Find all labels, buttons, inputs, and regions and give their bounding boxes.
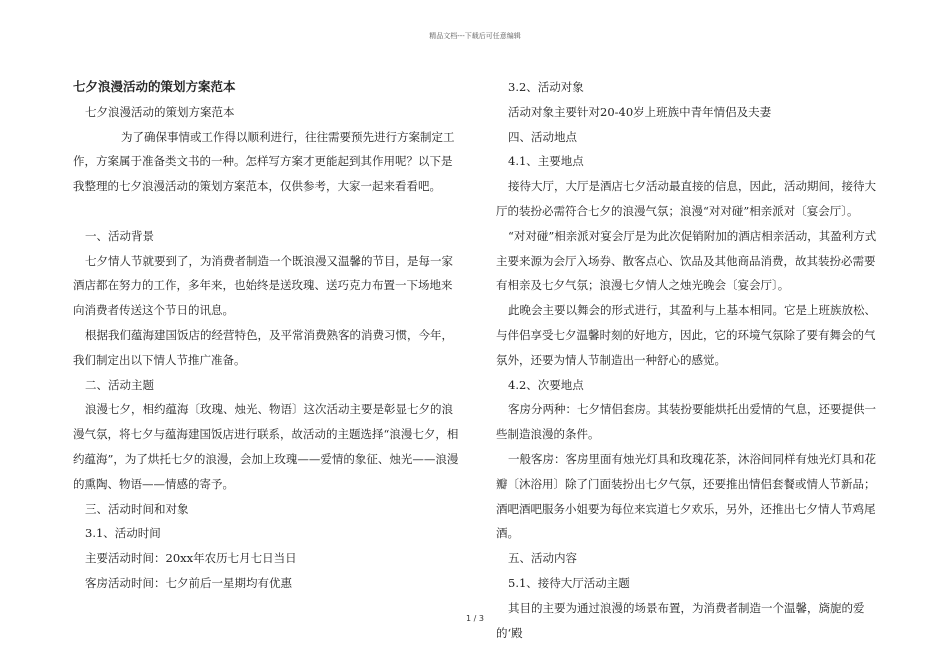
time-main: 主要活动时间：20xx年农历七月七日当日 xyxy=(85,551,297,566)
theme-paragraph: 浪漫七夕，相约蕴海〔玫瑰、烛光、物语〕这次活动主要是彰显七夕的浪漫气氛，将七夕与蕴海建国饭店进行联系，故活动的主题选择“浪漫七夕，相约蕴海”，为了烘托七夕的浪漫，会加上玫瑰——爱情的象征、烛光——浪漫的熏陶、物语——情感的寄予。 xyxy=(73,402,459,491)
section-heading-background: 一、活动背景 xyxy=(85,228,154,243)
section-heading-time-target: 三、活动时间和对象 xyxy=(85,501,189,516)
background-paragraph-1: 七夕情人节就要到了，为消费者制造一个既浪漫又温馨的节目，是每一家酒店都在努力的工作，多年来，也始终是送玫瑰、送巧克力布置一下场地来向消费者传送这个节日的讯息。 xyxy=(73,253,453,318)
main-location-paragraph-1: 接待大厅，大厅是酒店七夕活动最直接的信息，因此，活动期间，接待大厅的装扮必需符合七夕的浪漫气氛；浪漫“对对碰”相亲派对〔宴会厅〕。 xyxy=(496,179,876,218)
document-subtitle: 七夕浪漫活动的策划方案范本 xyxy=(85,104,235,119)
right-column xyxy=(496,75,880,645)
subsection-heading-lobby: 5.1、接待大厅活动主题 xyxy=(508,575,630,590)
document-title: 七夕浪漫活动的策划方案范本 xyxy=(73,79,236,94)
subsection-heading-time: 3.1、活动时间 xyxy=(85,526,161,541)
target-paragraph: 活动对象主要针对20-40岁上班族中青年情侣及夫妻 xyxy=(508,104,772,119)
page-header-note: 精品文档---下载后可任意编辑 xyxy=(429,32,521,40)
page-number: 1 / 3 xyxy=(466,614,484,623)
time-room: 客房活动时间：七夕前后一星期均有优惠 xyxy=(85,575,292,590)
subsection-heading-main-location: 4.1、主要地点 xyxy=(508,154,584,169)
left-column xyxy=(73,75,460,596)
section-heading-content: 五、活动内容 xyxy=(508,551,577,566)
secondary-location-paragraph-2: 一般客房：客房里面有烛光灯具和玫瑰花茶，沐浴间同样有烛光灯具和花瓣〔沐浴用〕除了门面装扮出七夕气氛，还要推出情侣套餐或情人节新品；酒吧酒吧服务小姐要为每位来宾道七夕欢乐，另外，还推出七夕情人节鸡尾酒。 xyxy=(496,451,876,541)
secondary-location-paragraph-1: 客房分两种：七夕情侣套房。其装扮要能烘托出爱情的气息，还要提供一些制造浪漫的条件。 xyxy=(496,402,876,442)
section-heading-theme: 二、活动主题 xyxy=(85,377,154,392)
background-paragraph-2: 根据我们蕴海建国饭店的经营特色，及平常消费熟客的消费习惯，今年，我们制定出以下情人节推广准备。 xyxy=(73,327,453,367)
intro-paragraph: 为了确保事情或工作得以顺利进行，往往需要预先进行方案制定工作，方案属于准备类文书的一种。怎样写方案才更能起到其作用呢？以下是我整理的七夕浪漫活动的策划方案范本，仅供参考，大家一起来看看吧。 xyxy=(73,129,455,194)
subsection-heading-secondary-location: 4.2、次要地点 xyxy=(508,377,584,392)
section-heading-location: 四、活动地点 xyxy=(508,129,577,144)
lobby-paragraph: 其目的主要为通过浪漫的场景布置，为消费者制造一个温馨，旖旎的爱的‘殿 xyxy=(496,600,865,640)
subsection-heading-target: 3.2、活动对象 xyxy=(508,80,584,94)
main-location-paragraph-3: 此晚会主要以舞会的形式进行，其盈利与上基本相同。它是上班族放松、与伴侣享受七夕温馨时刻的好地方，因此，它的环境气氛除了要有舞会的气氛外，还要为情人节制造出一种舒心的感觉。 xyxy=(496,303,876,367)
paragraph-gap xyxy=(73,199,460,224)
main-location-paragraph-2: “对对碰”相亲派对宴会厅是为此次促销附加的酒店相亲活动，其盈利方式主要来源为会厅入场券、散客点心、饮品及其他商品消费，故其装扮必需要有相亲及七夕气氛；浪漫七夕情人之烛光晚会〔宴会厅〕。 xyxy=(496,228,877,293)
